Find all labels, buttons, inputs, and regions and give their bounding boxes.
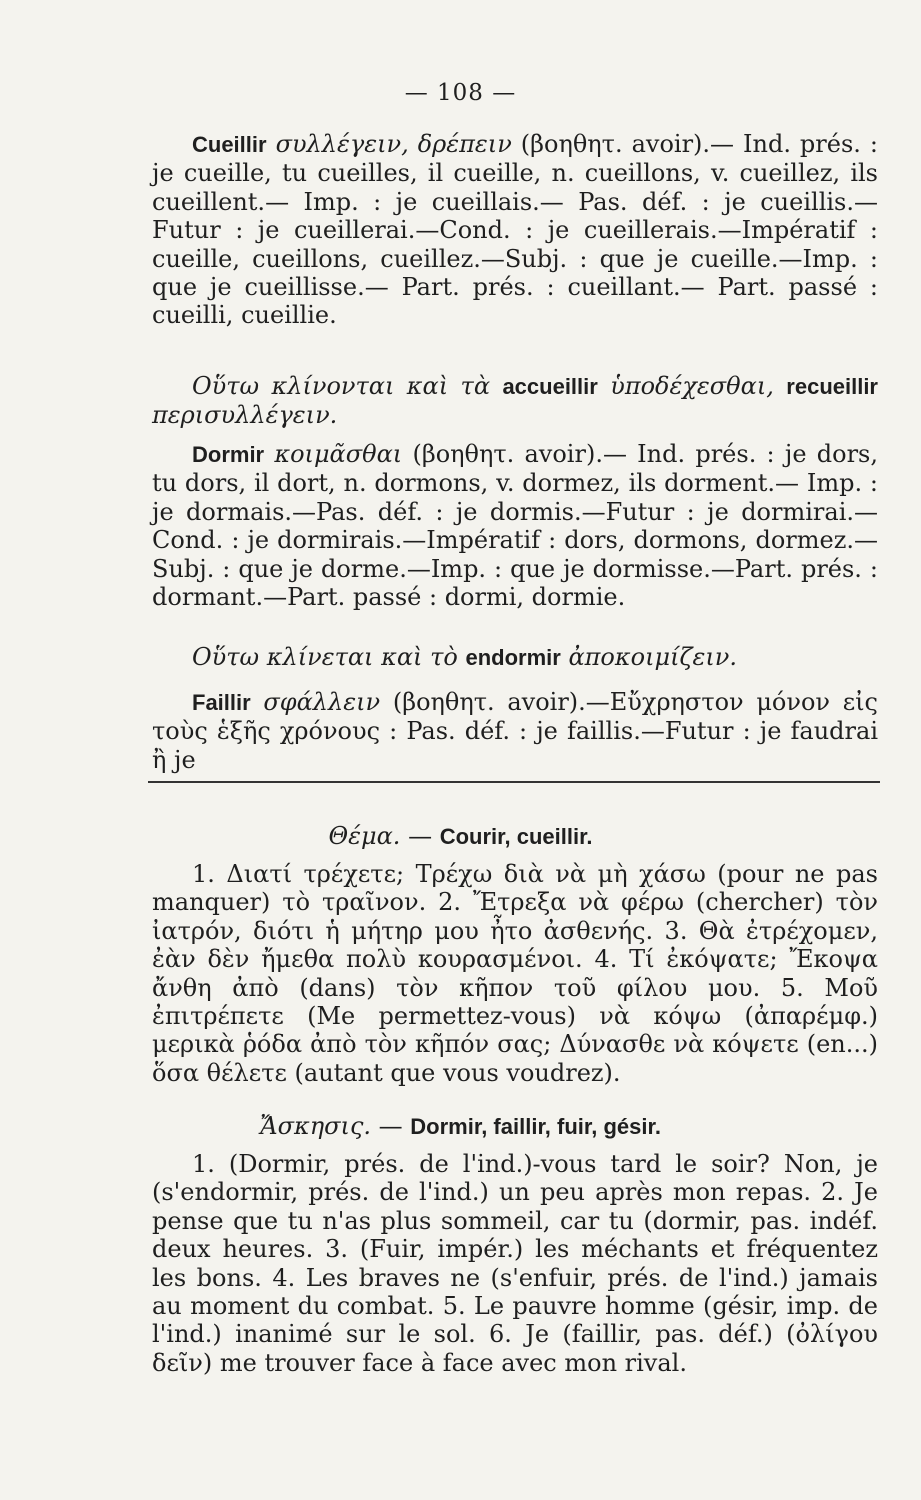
entry-paragraph	[152, 440, 878, 611]
note-greek: ὑποδέχεσθαι,	[610, 372, 774, 400]
page-number: — 108 —	[404, 80, 517, 106]
entry-text: (βοηθητ. avoir).— Ind. prés. : je cueille, tu cueilles, il cueille, n. cueillons, v. cueillez, ils cueillent.— Imp. : je cueillais.— Pas. déf. : je cueillis.— Futur : je cueillerai.—Cond. : je cueillerais.—Impératif : cueille, cueillons, cueillez.—Subj. : que je cueille.—Imp. : que je cueillisse.— Part. prés. : cueillant.— Part. passé : cueilli, cueillie.	[152, 130, 878, 330]
greek-translation: κοιμᾶσθαι	[274, 440, 403, 468]
note-word-endormir: endormir	[465, 645, 561, 670]
greek-translation: συλλέγειν, δρέπειν	[275, 130, 512, 158]
note-greek: Οὕτω κλίνεται καὶ τὸ	[192, 643, 458, 671]
note-word-recueillir: recueillir	[786, 374, 878, 399]
note-accueillir	[152, 372, 878, 430]
theme-title: Courir, cueillir.	[439, 824, 593, 849]
section-divider	[148, 781, 880, 783]
entry-text: (βοηθητ. avoir).—Εὔχρηστον μόνον εἰς τοὺς ἑξῆς χρόνους : Pas. déf. : je faillis.—Futur : je faudrai ἢ je	[152, 688, 878, 774]
note-greek: περισυλλέγειν.	[152, 401, 338, 430]
exercise-label: Ἄσκησις.	[260, 1112, 372, 1140]
headword: Cueillir	[192, 132, 267, 157]
theme-body	[152, 860, 878, 1087]
note-greek: Οὕτω κλίνονται καὶ τὰ	[192, 372, 491, 400]
theme-text: 1. Διατί τρέχετε; Τρέχω διὰ νὰ μὴ χάσω (pour ne pas manquer) τὸ τραῖνον. 2. Ἔτρεξα νὰ φέρω (chercher) τὸν ἰατρόν, διότι ἡ μήτηρ μου ἦτο ἀσθενής. 3. Θὰ ἐτρέχομεν, ἐὰν δὲν ἤμεθα πολὺ κουρασμένοι. 4. Τί ἐκόψατε; Ἔκοψα ἄνθη ἀπὸ (dans) τὸν κῆπον τοῦ φίλου μου. 5. Μοῦ ἐπιτρέπετε (Me permettez-vous) νὰ κόψω (ἀπαρέμφ.) μερικὰ ῥόδα ἀπὸ τὸν κῆπόν σας; Δύνασθε νὰ κόψετε (en...) ὅσα θέλετε (autant que vous voudrez).	[152, 860, 878, 1087]
note-greek: ἀποκοιμίζειν.	[568, 643, 738, 671]
headword: Faillir	[192, 690, 251, 715]
entry-cueillir	[152, 130, 878, 330]
heading-dash: —	[378, 1112, 403, 1140]
exercise-text: 1. (Dormir, prés. de l'ind.)-vous tard le soir? Non, je (s'endormir, prés. de l'ind.) un peu après mon repas. 2. Je pense que tu n'as plus sommeil, car tu (dormir, pas. indéf. deux heures. 3. (Fuir, impér.) les méchants et fréquentez les bons. 4. Les braves ne (s'enfuir, prés. de l'ind.) jamais au moment du combat. 5. Le pauvre homme (gésir, imp. de l'ind.) inanimé sur le sol. 6. Je (faillir, pas. déf.) (ὀλίγου δεῖν) me trouver face à face avec mon rival.	[152, 1150, 878, 1377]
headword: Dormir	[192, 442, 265, 467]
greek-translation: σφάλλειν	[263, 688, 381, 716]
theme-heading	[0, 822, 921, 850]
entry-faillir	[152, 688, 878, 774]
entry-paragraph	[152, 688, 878, 774]
heading-dash: —	[408, 822, 433, 850]
entry-text: (βοηθητ. avoir).— Ind. prés. : je dors, tu dors, il dort, n. dormons, v. dormez, ils dorment.— Imp. : je dormais.—Pas. déf. : je dormis.—Futur : je dormirai.—Cond. : je dormirais.—Impératif : dors, dormons, dormez.—Subj. : que je dorme.—Imp. : que je dormisse.—Part. prés. : dormant.—Part. passé : dormi, dormie.	[152, 440, 878, 612]
entry-dormir	[152, 440, 878, 611]
theme-label: Θέμα.	[328, 822, 401, 850]
entry-paragraph	[152, 130, 878, 330]
note-endormir	[152, 643, 878, 672]
exercise-body	[152, 1150, 878, 1377]
exercise-heading	[0, 1112, 921, 1140]
note-word-accueillir: accueillir	[502, 374, 598, 399]
note-paragraph	[152, 372, 878, 430]
note-paragraph	[152, 643, 878, 672]
exercise-title: Dormir, faillir, fuir, gésir.	[410, 1114, 661, 1139]
